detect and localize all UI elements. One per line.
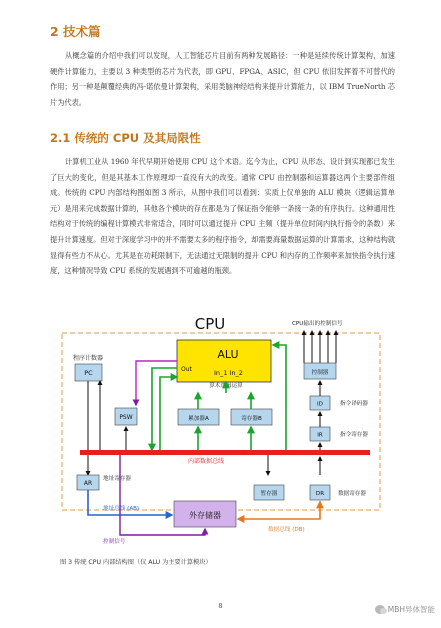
register-b-label: 寄存器B <box>241 416 262 422</box>
pc-label: PC <box>84 369 93 377</box>
alu-caption: 算术逻辑运算 <box>209 383 243 389</box>
ar-label: AR <box>83 480 93 487</box>
accumulator-label: 累加器A <box>188 416 209 422</box>
controller-label: 控制器 <box>311 370 329 376</box>
page-number: 8 <box>218 602 223 610</box>
ir-label: IR <box>317 432 323 439</box>
figure-caption: 图 3 传统 CPU 内部结构图（仅 ALU 为主要计算模块） <box>60 559 212 566</box>
instruction-register-label: 指令寄存器 <box>340 432 368 438</box>
body-paragraph: 计算机工业从 1960 年代早期开始使用 CPU 这个术语。迄今为止，CPU 从形态、设计到实现都已发生了巨大的变化，但是其基本工作原理却一直没有大的改变。通常 CPU 由控制器和运算器这两个主要部件组成。传统的 CPU 内部结构图如图 3 所示，从图中我们可以看到：实质上仅单独的 ALU 模块（逻辑运算单元）是用来完成数据计算的，其他各个模块的存在都是为了保证指令能够一条接一条的有序执行。这种通用性结构对于传统的编程计算模式非常适合，同时可以通过提升 CPU 主频（提升单位时间内执行指令的条数）来提升计算速度。但对于深度学习中的并不需要太多的程序指令，却需要海量数据运算的计算需求，这种结构就显得有些力不从心。尤其是在功耗限制下，无法通过无限制的提升 CPU 和内存的工作频率来加快指令执行速度，这种情况导致 CPU 系统的发展遇到不可逾越的瓶颈。 <box>50 157 396 276</box>
watermark-text: MBH异体智能 <box>387 605 435 614</box>
subsection-title: 2.1 传统的 CPU 及其局限性 <box>50 131 201 145</box>
alu-label: ALU <box>217 348 239 361</box>
alu-out-label: Out <box>181 366 192 373</box>
control-signal-label: 控制信号 <box>103 539 126 545</box>
address-register-label: 地址寄存器 <box>103 476 131 482</box>
dr-label: DR <box>315 491 325 497</box>
address-bus-label: 地址总线 (AB) <box>103 506 140 512</box>
wechat-icon <box>375 605 385 614</box>
external-memory-label: 外存储器 <box>189 511 221 520</box>
internal-bus <box>80 450 370 455</box>
section-title: 2 技术篇 <box>50 24 101 39</box>
intro-paragraph: 从概念篇的介绍中我们可以发现，人工智能芯片目前有两种发展路径：一种是延续传统计算架构，加速硬件计算能力，主要以 3 种类型的芯片为代表，即 GPU、FPGA、ASIC，但 CPU 依旧发挥着不可替代的作用；另一种是颠覆经典的冯·诺依曼计算架构，采用类脑神经结构来提升计算能力，以 IBM TrueNorth 芯片为代表。 <box>50 51 395 107</box>
alu-in-label: In_1 In_2 <box>214 369 243 377</box>
temp-register-label: 暂存器 <box>260 491 278 497</box>
data-bus-label: 数据总线 (DB) <box>268 527 305 533</box>
control-output-lines <box>304 331 336 363</box>
psw-label: PSW <box>119 414 133 421</box>
instruction-decoder-label: 指令译码器 <box>340 401 368 407</box>
cpu-structure-diagram <box>40 305 415 570</box>
control-signal-output-label: CPU输出的控制信号 <box>292 321 343 327</box>
data-register-label: 数据寄存器 <box>338 491 366 497</box>
cpu-title: CPU <box>194 315 226 333</box>
id-label: ID <box>317 401 323 408</box>
watermark <box>375 604 435 615</box>
internal-bus-label: 内部数据总线 <box>188 458 225 465</box>
program-counter-label: 程序计数器 <box>73 355 104 362</box>
